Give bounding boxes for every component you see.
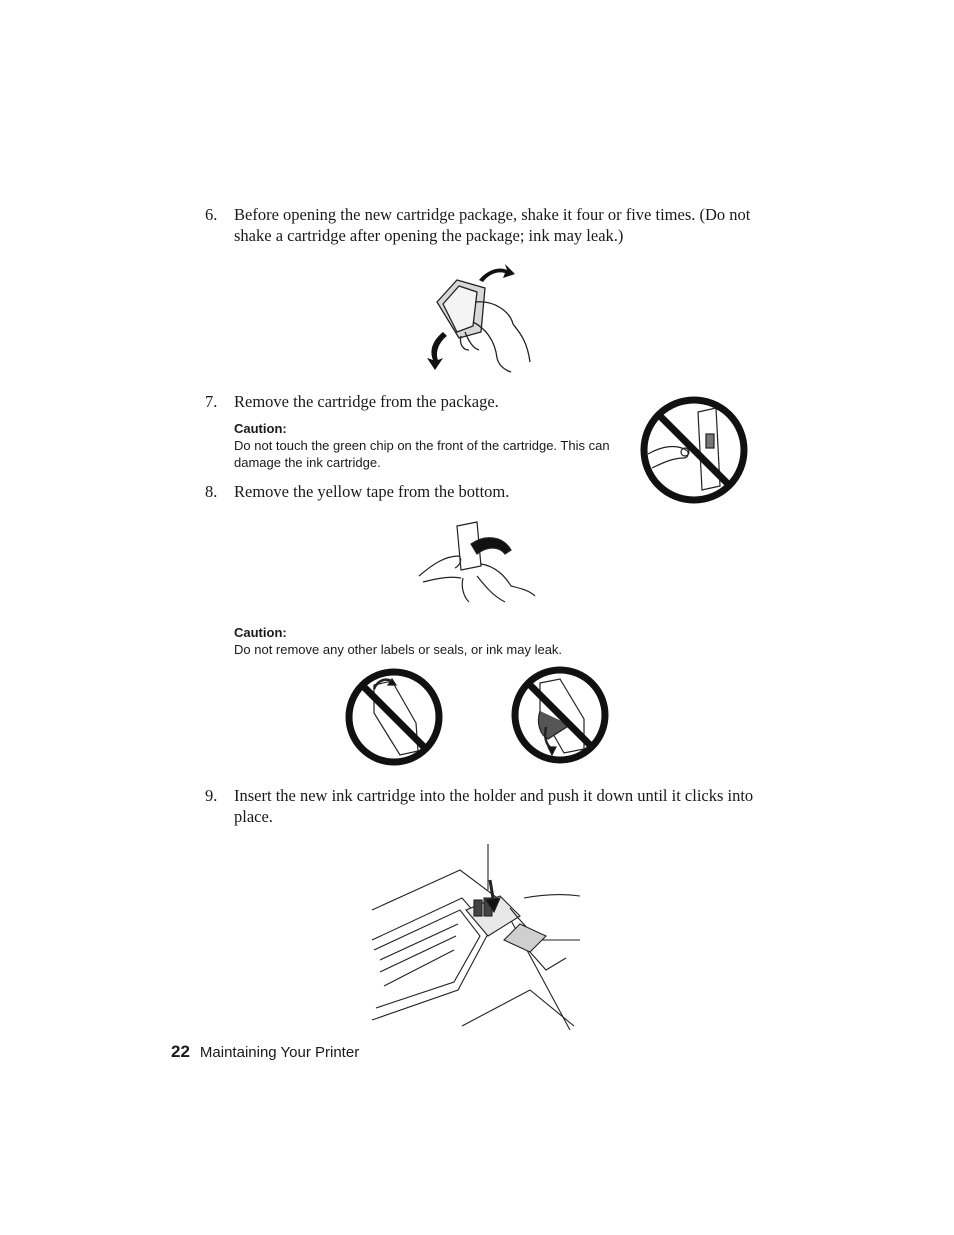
no-remove-label-illustration (510, 665, 610, 765)
caution-heading: Caution: (234, 421, 287, 436)
page-footer (171, 1042, 359, 1062)
step-number: 9. (205, 786, 218, 805)
step-text: Remove the cartridge from the package. (234, 392, 499, 411)
caution-labels (234, 624, 694, 658)
section-title: Maintaining Your Printer (199, 1044, 360, 1061)
insert-cartridge-printer-illustration (370, 840, 582, 1030)
caution-heading: Caution: (234, 625, 287, 640)
step-number: 8. (205, 482, 218, 501)
step-number: 7. (205, 392, 218, 411)
caution-text: Do not remove any other labels or seals, or ink may leak. (234, 642, 563, 657)
page-number: 22 (171, 1042, 190, 1061)
step-text: Before opening the new cartridge package, shake it four or five times. (Do not shake a cartridge after opening the package; ink may leak.) (234, 205, 751, 245)
caution-chip (234, 420, 634, 471)
step-text: Remove the yellow tape from the bottom. (234, 482, 510, 501)
remove-tape-illustration (415, 516, 540, 606)
no-remove-seal-top-illustration (344, 667, 444, 767)
step-text: Insert the new ink cartridge into the holder and push it down until it clicks into place. (234, 786, 754, 826)
shake-cartridge-illustration (415, 262, 540, 374)
step-number: 6. (205, 205, 218, 224)
caution-text: Do not touch the green chip on the front of the cartridge. This can damage the ink cartridge. (234, 438, 610, 470)
